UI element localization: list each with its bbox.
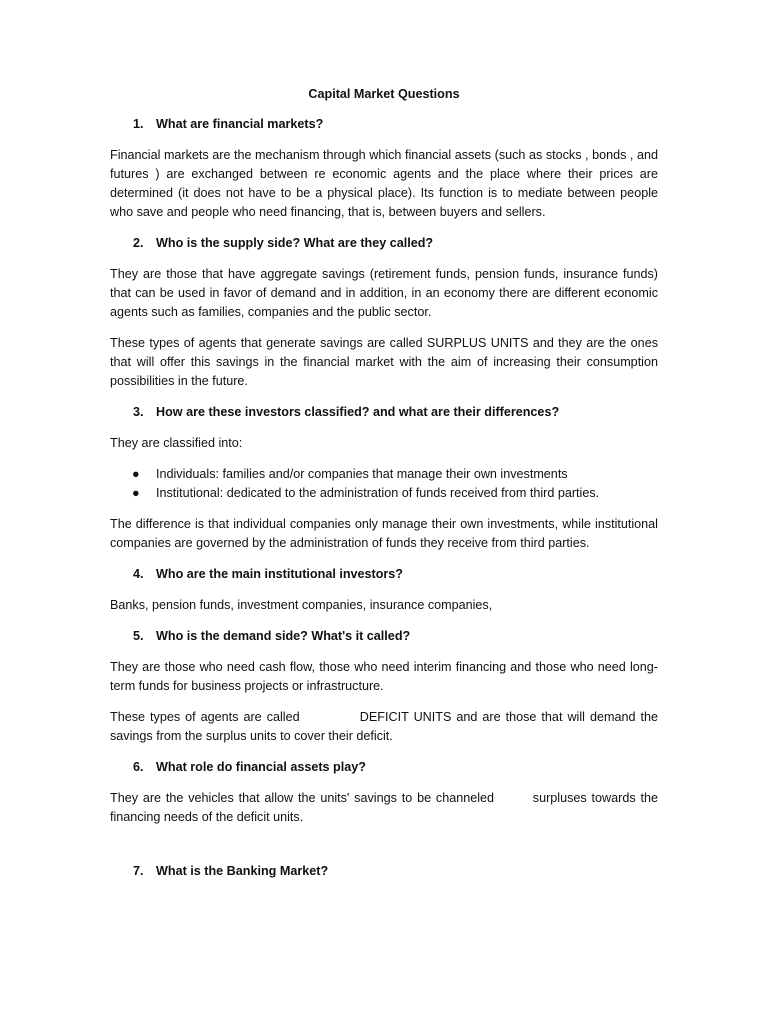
question-text: What is the Banking Market? xyxy=(156,864,329,878)
answer-paragraph: The difference is that individual companies only manage their own investments, while institutional companies are governed by the administration of funds they receive from third parties. xyxy=(110,517,658,550)
question-number: 2. xyxy=(133,236,144,250)
question-3 xyxy=(110,403,658,422)
question-number: 7. xyxy=(133,864,144,878)
question-text: What role do financial assets play? xyxy=(156,760,366,774)
spacer xyxy=(110,839,658,862)
list-item xyxy=(110,484,658,503)
question-2 xyxy=(110,234,658,253)
list-item-text: Institutional: dedicated to the administration of funds received from third parties. xyxy=(156,486,600,500)
bullet-icon: ● xyxy=(132,486,140,500)
question-text: Who is the supply side? What are they called? xyxy=(156,236,434,250)
question-4 xyxy=(110,565,658,584)
question-text: Who are the main institutional investors? xyxy=(156,567,404,581)
answer-paragraph: They are the vehicles that allow the units' savings to be channeled surpluses towards the financing needs of the deficit units. xyxy=(110,791,662,824)
answer-paragraph: They are those that have aggregate savings (retirement funds, pension funds, insurance funds) that can be used in favor of demand and in addition, in an economy there are different economic agents such as families, companies and the public sector. xyxy=(110,267,658,319)
answer-paragraph: These types of agents are called DEFICIT UNITS and are those that will demand the savings from the surplus units to cover their deficit. xyxy=(110,710,662,743)
document-title: Capital Market Questions xyxy=(308,87,460,101)
question-text: Who is the demand side? What's it called? xyxy=(156,629,411,643)
answer-paragraph: They are classified into: xyxy=(110,436,243,450)
bullet-icon: ● xyxy=(132,467,140,481)
answer-paragraph: They are those who need cash flow, those who need interim financing and those who need long-term funds for business projects or infrastructure. xyxy=(110,660,658,693)
answer-paragraph: These types of agents that generate savings are called SURPLUS UNITS and they are the ones that will offer this savings in the financial market with the aim of increasing their consumption possibilities in the future. xyxy=(110,336,658,388)
list-item-text: Individuals: families and/or companies that manage their own investments xyxy=(156,467,568,481)
question-number: 3. xyxy=(133,405,144,419)
question-6 xyxy=(110,758,658,777)
question-number: 1. xyxy=(133,117,144,131)
classification-list xyxy=(110,465,658,503)
answer-paragraph: Financial markets are the mechanism through which financial assets (such as stocks , bonds , and futures ) are exchanged between re economic agents and the place where their prices are determined (it does not have to be a physical place). Its function is to mediate between people who save and people who need financing, that is, between buyers and sellers. xyxy=(110,148,658,219)
list-item xyxy=(110,465,658,484)
question-5 xyxy=(110,627,658,646)
question-1 xyxy=(110,115,658,134)
question-number: 6. xyxy=(133,760,144,774)
answer-paragraph: Banks, pension funds, investment companies, insurance companies, xyxy=(110,598,493,612)
question-7 xyxy=(110,862,658,881)
question-text: How are these investors classified? and what are their differences? xyxy=(156,405,560,419)
question-number: 4. xyxy=(133,567,144,581)
question-text: What are financial markets? xyxy=(156,117,324,131)
question-number: 5. xyxy=(133,629,144,643)
